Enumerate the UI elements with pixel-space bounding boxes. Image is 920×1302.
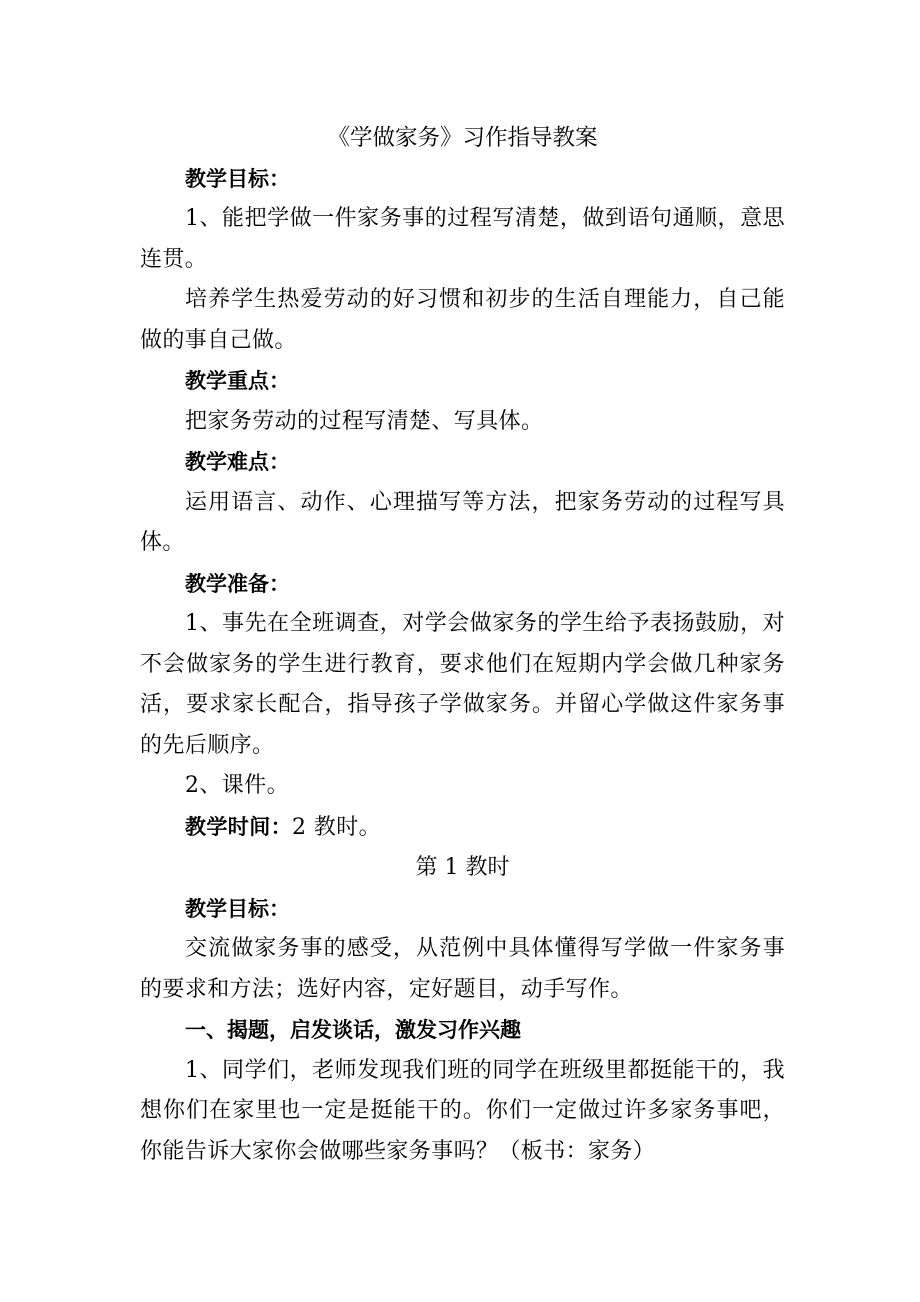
- key-point-paragraph: 把家务劳动的过程写清楚、写具体。: [185, 408, 544, 434]
- goal-1-paragraph: 1、能把学做一件家务事的过程写清楚，做到语句通顺，意思连贯。: [140, 206, 785, 272]
- teaching-time-label: 教学时间：: [185, 814, 292, 839]
- preparation-heading: 教学准备：: [185, 571, 290, 596]
- section-1-heading: 一、揭题，启发谈话，激发习作兴趣: [185, 1018, 521, 1042]
- goal-2-paragraph: 培养学生热爱劳动的好习惯和初步的生活自理能力，自己能做的事自己做。: [140, 287, 785, 353]
- lesson-goals-heading: 教学目标：: [185, 896, 290, 921]
- teaching-time-value: 2 教时。: [292, 814, 381, 840]
- document-page: [140, 118, 785, 1172]
- key-point-heading: 教学重点：: [185, 369, 290, 393]
- difficulty-paragraph: 运用语言、动作、心理描写等方法，把家务劳动的过程写具体。: [140, 489, 785, 555]
- teaching-time-line: [140, 807, 785, 849]
- section-1-paragraph: 1、同学们，老师发现我们班的同学在班级里都挺能干的，我想你们在家里也一定是挺能干的。你们一定做过许多家务事吧，你能告诉大家你会做哪些家务事吗？（板书：家务）: [140, 1057, 785, 1164]
- goals-heading: 教学目标：: [185, 166, 290, 191]
- lesson-title: 第 1 教时: [415, 855, 510, 880]
- preparation-2-paragraph: 2、课件。: [185, 773, 289, 798]
- preparation-1-paragraph: 1、事先在全班调查，对学会做家务的学生给予表扬鼓励，对不会做家务的学生进行教育，要求他们在短期内学会做几种家务活，要求家长配合，指导孩子学做家务。并留心学做这件家务事的先后顺序。: [140, 611, 785, 758]
- difficulty-heading: 教学难点：: [185, 450, 290, 474]
- lesson-goals-paragraph: 交流做家务事的感受，从范例中具体懂得写学做一件家务事的要求和方法；选好内容，定好题目，动手写作。: [140, 936, 785, 1002]
- document-title: 《学做家务》习作指导教案: [327, 125, 598, 151]
